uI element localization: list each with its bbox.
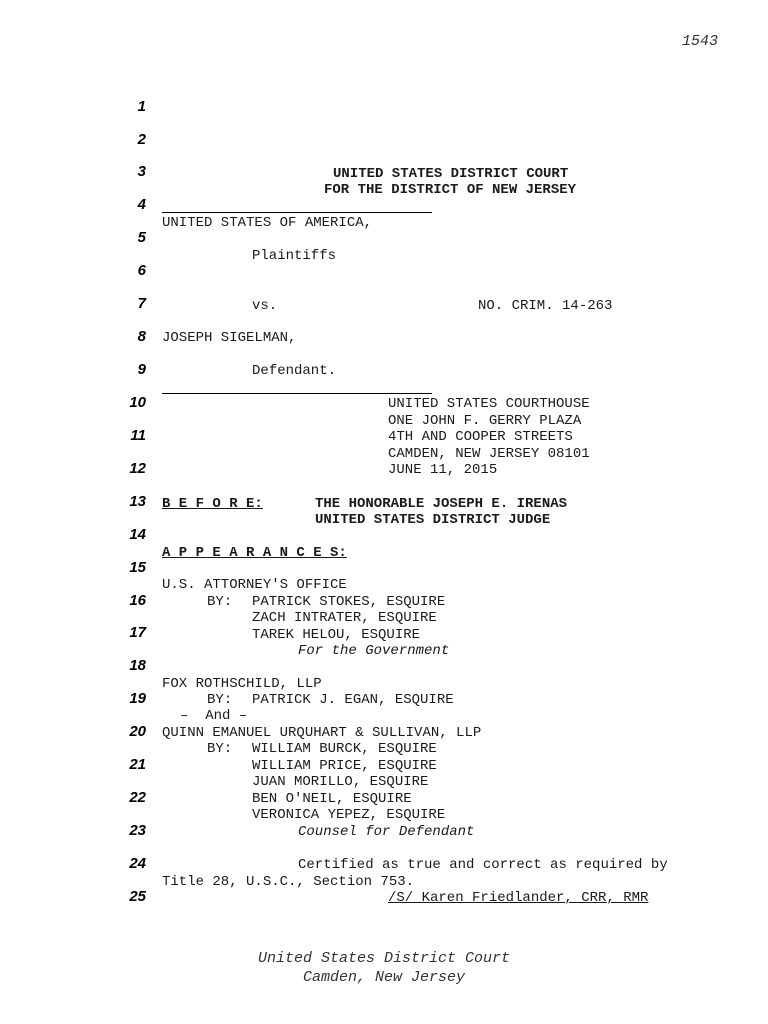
location-line2: ONE JOHN F. GERRY PLAZA xyxy=(388,413,582,429)
footer-location: Camden, New Jersey xyxy=(302,969,466,986)
line-number: 21 xyxy=(129,756,146,773)
defense-firm: FOX ROTHSCHILD, LLP xyxy=(162,676,322,692)
line-number: 18 xyxy=(129,657,146,674)
plaintiff-name: UNITED STATES OF AMERICA, xyxy=(162,215,373,231)
attorney-name: VERONICA YEPEZ, ESQUIRE xyxy=(252,807,446,823)
line-number: 22 xyxy=(129,789,146,806)
versus-text: vs. xyxy=(252,298,278,314)
line-number: 19 xyxy=(129,690,146,707)
line-number: 17 xyxy=(129,624,146,641)
location-line4: CAMDEN, NEW JERSEY 08101 xyxy=(388,446,590,462)
line-number: 1 xyxy=(137,98,146,115)
line-number: 11 xyxy=(130,427,146,444)
and-separator: – And – xyxy=(180,708,248,724)
line-number: 6 xyxy=(137,262,146,279)
defendant-role: Defendant. xyxy=(252,363,337,379)
defendant-name: JOSEPH SIGELMAN, xyxy=(162,330,297,346)
judge-name: THE HONORABLE JOSEPH E. IRENAS xyxy=(315,496,568,512)
attorney-name: WILLIAM PRICE, ESQUIRE xyxy=(252,758,437,774)
before-label: B E F O R E: xyxy=(162,496,263,512)
line-number: 4 xyxy=(137,196,146,213)
case-number: NO. CRIM. 14-263 xyxy=(478,298,613,314)
certification-line2: Title 28, U.S.C., Section 753. xyxy=(162,874,415,890)
line-number: 8 xyxy=(137,328,146,345)
line-number: 2 xyxy=(137,131,146,148)
attorney-name: ZACH INTRATER, ESQUIRE xyxy=(252,610,437,626)
line-number: 7 xyxy=(137,295,146,312)
line-number: 24 xyxy=(129,855,146,872)
line-number: 20 xyxy=(129,723,146,740)
line-number: 16 xyxy=(129,592,146,609)
judge-title: UNITED STATES DISTRICT JUDGE xyxy=(315,512,551,528)
location-line1: UNITED STATES COURTHOUSE xyxy=(388,396,590,412)
government-role: For the Government xyxy=(298,643,450,659)
location-line3: 4TH AND COOPER STREETS xyxy=(388,429,573,445)
line-number: 23 xyxy=(129,822,146,839)
caption-bottom-rule xyxy=(162,393,432,394)
certification-line1: Certified as true and correct as required by xyxy=(298,857,668,873)
by-label: BY: xyxy=(207,594,233,610)
by-label: BY: xyxy=(207,692,233,708)
line-number: 14 xyxy=(129,526,146,543)
line-number: 12 xyxy=(129,460,146,477)
defense-firm: QUINN EMANUEL URQUHART & SULLIVAN, LLP xyxy=(162,725,482,741)
line-number: 13 xyxy=(129,493,146,510)
attorney-name: BEN O'NEIL, ESQUIRE xyxy=(252,791,412,807)
caption-top-rule xyxy=(162,212,432,213)
by-label: BY: xyxy=(207,741,233,757)
attorney-name: JUAN MORILLO, ESQUIRE xyxy=(252,774,429,790)
footer-court: United States District Court xyxy=(257,950,511,967)
attorney-name: TAREK HELOU, ESQUIRE xyxy=(252,627,421,643)
court-name-line2: FOR THE DISTRICT OF NEW JERSEY xyxy=(324,182,577,198)
line-number: 10 xyxy=(129,394,146,411)
court-name-line1: UNITED STATES DISTRICT COURT xyxy=(333,166,569,182)
page-number: 1543 xyxy=(682,33,719,50)
attorney-name: PATRICK STOKES, ESQUIRE xyxy=(252,594,446,610)
defense-role: Counsel for Defendant xyxy=(298,824,475,840)
line-number: 15 xyxy=(129,559,146,576)
line-number: 9 xyxy=(137,361,146,378)
line-number: 5 xyxy=(137,229,146,246)
attorney-name: PATRICK J. EGAN, ESQUIRE xyxy=(252,692,454,708)
attorney-name: WILLIAM BURCK, ESQUIRE xyxy=(252,741,437,757)
reporter-signature: /S/ Karen Friedlander, CRR, RMR xyxy=(388,890,649,906)
government-office: U.S. ATTORNEY'S OFFICE xyxy=(162,577,347,593)
appearances-label: A P P E A R A N C E S: xyxy=(162,545,347,561)
hearing-date: JUNE 11, 2015 xyxy=(388,462,498,478)
plaintiff-role: Plaintiffs xyxy=(252,248,337,264)
line-number: 3 xyxy=(137,163,146,180)
line-number: 25 xyxy=(129,888,146,905)
